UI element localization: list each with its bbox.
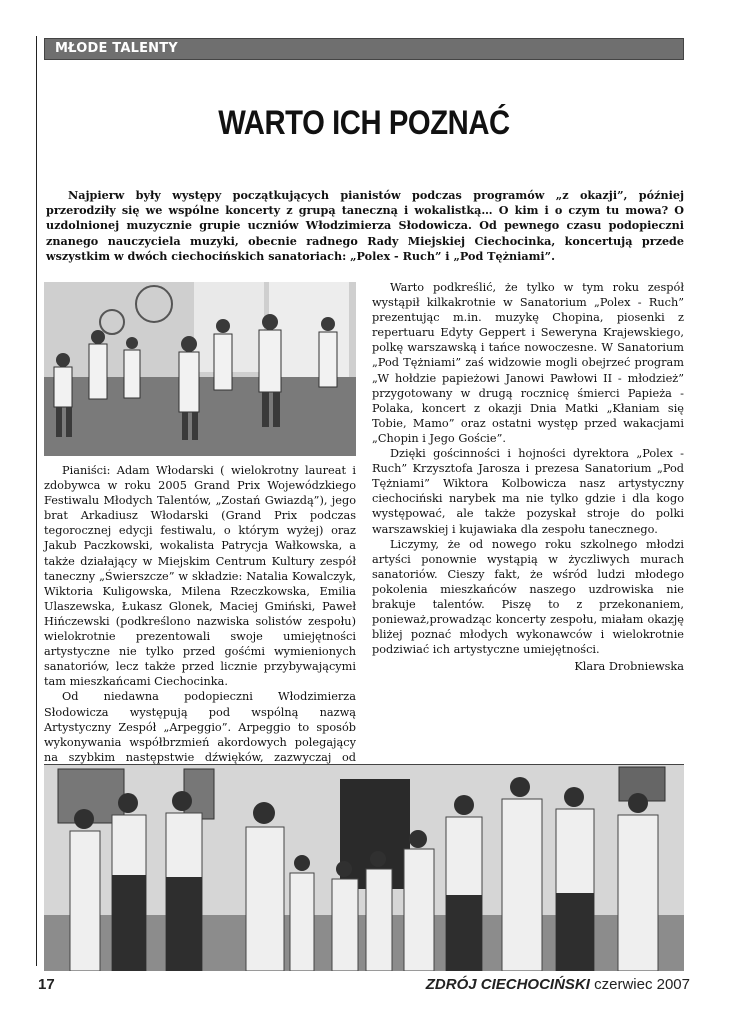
section-label-bar: [44, 38, 684, 60]
article-column-right: [372, 280, 684, 674]
publication-footer: [426, 976, 690, 993]
paragraph: Warto podkreślić, że tylko w tym roku zespół wystąpił kilkakrotnie w Sanatorium „Polex - Ruch” prezentując m.in. muzykę Chopina, piosenki z repertuaru Edyty Geppert i Seweryna Krajewskiego, polkę warszawską i tańce nowoczesne. W Sanatorium „Pod Tężniami” zaś widzowie mogli obejrzeć program „W hołdzie papieżowi Janowi Pawłowi II - młodzież” przygotowany w drugą rocznicę śmierci Papieża - Polaka, koncert z okazji Dnia Matki „Kłaniam się Tobie, Mamo” oraz ostatni występ przed wakacjami „Chopin i Jego Goście”.: [372, 281, 684, 445]
article-lead: Najpierw były występy początkujących pianistów podczas programów „z okazji”, później przerodziły się we wspólne koncerty z grupą taneczną i wokalistką… O kim i o czym tu mowa? O uzdolnionej muzycznie grupie uczniów Włodzimierza Słodowicza. Od pewnego czasu podopieczni znanego nauczyciela muzyki, obecnie radnego Rady Miejskiej Ciechocinka, koncertują przede wszystkim w dwóch ciechocińskich sanatoriach: „Polex - Ruch” i „Pod Tężniami”.: [46, 188, 684, 263]
article-title: WARTO ICH POZNAĆ: [218, 104, 510, 142]
section-label: MŁODE TALENTY: [55, 41, 178, 56]
page-left-rule: [36, 36, 37, 966]
photo-dancing-children: [44, 282, 356, 456]
paragraph: Liczymy, że od nowego roku szkolnego młodzi artyści ponownie wystąpią w życzliwych murach sanatoriów. Cieszy fakt, że wśród ludzi młodego pokolenia mieszkańców naszego uzdrowiska nie brakuje talentów. Piszę to z przekonaniem, ponieważ,prowadząc koncerty zespołu, miałam okazję bliżej poznać młodych wykonawców i wielokrotnie podziwiać ich artystyczne umiejętności.: [372, 537, 684, 657]
author-signature: Klara Drobniewska: [574, 660, 684, 674]
photo-group-performers: [44, 764, 684, 971]
page-number: 17: [38, 976, 55, 993]
paragraph: Od niedawna podopieczni Włodzimierza Słodowicza występują pod wspólną nazwą Artystyczny Zespół „Arpeggio”. Arpeggio to sposób wykonywania współbrzmień akordowych polegający na szybkim następstwie dźwięków, zazwyczaj od: [44, 690, 356, 764]
publication-name: ZDRÓJ CIECHOCIŃSKI: [425, 976, 590, 993]
paragraph: Pianiści: Adam Włodarski ( wielokrotny laureat i zdobywca w roku 2005 Grand Prix Wojewódzkiego Festiwalu Młodych Talentów, „Zostań Gwiazdą”), jego brat Arkadiusz Włodarski (Grand Prix podczas tegorocznej edycji festiwalu, o którym wyżej) oraz Jakub Paczkowski, wokalista Patrycja Wałkowska, a także działający w Miejskim Centrum Kultury zespół taneczny „Świerszcze” w składzie: Natalia Kowalczyk, Wiktoria Kuligowska, Milena Rzeczkowska, Emilia Ulaszewska, Łukasz Glonek, Maciej Gmiński, Paweł Hińczewski (podkreślono nazwiska solistów zespołu) wielokrotnie prezentowali swoje umiejętności artystyczne nie tylko przed gośćmi wymienionych sanatoriów, lecz także przed licznie przybywającymi tam mieszkańcami Ciechocinka.: [44, 464, 356, 689]
publication-issue: czerwiec 2007: [594, 976, 690, 993]
paragraph: Dzięki gościnności i hojności dyrektora „Polex - Ruch” Krzysztofa Jarosza i prezesa Sanatorium „Pod Tężniami” Wiktora Kolbowicza nasz artystyczny ciechociński narybek ma nie tylko gdzie i dla kogo występować, ale także pozyskał stroje do polki warszawskiej i kujawiaka dla zespołu tanecznego.: [372, 447, 684, 536]
